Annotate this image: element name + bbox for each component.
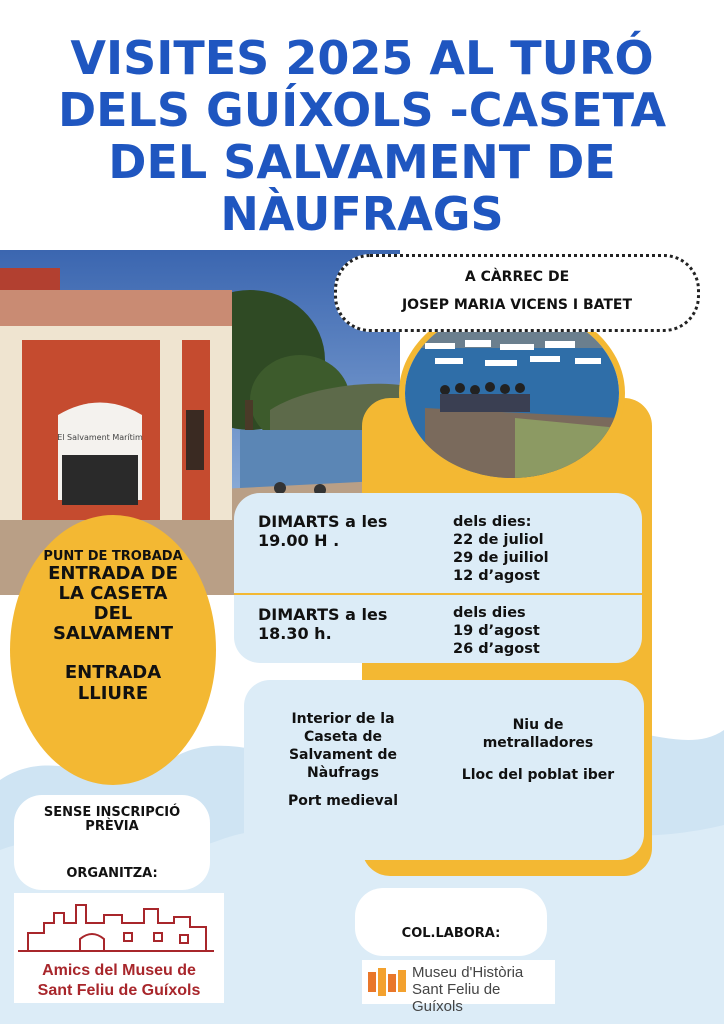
free-entry [10,662,216,704]
place-text: Interior de la [291,711,395,727]
meeting-place-line: ENTRADA DE [48,563,178,584]
meeting-place-line: LA CASETA [58,583,168,604]
schedule-divider [234,593,642,595]
town-silhouette-icon [14,893,224,957]
museu-logo-line: Museu d'Història [412,964,524,981]
schedule-day: DIMARTS a les [258,512,388,531]
place-text: Nàufrags [307,765,379,781]
title-line: DEL SALVAMENT DE [108,135,616,189]
museu-logo-icon [368,968,406,996]
title-line: NÀUFRAGS [220,187,504,241]
collaborator-box [355,888,547,956]
free-entry-line: LLIURE [77,683,149,704]
organizer-label: ORGANITZA: [66,866,158,881]
collaborator-label: COL.LABORA: [401,926,501,941]
places-left [268,710,418,810]
date-item: 26 d’agost [453,641,540,657]
guide-name: JOSEP MARIA VICENS I BATET [401,297,633,313]
place-text: Niu de [512,717,564,733]
schedule-hour: 19.00 H . [258,531,340,550]
meeting-place-line: DEL [93,603,133,624]
date-item: 19 d’agost [453,623,540,639]
place-text: Lloc del poblat iber [461,767,615,783]
schedule-2-time [258,605,387,643]
registration-note [14,806,210,834]
place-text: Port medieval [287,793,399,809]
amics-museu-logo [14,893,224,1003]
amics-logo-line: Amics del Museu de [42,962,196,979]
registration-line: SENSE INSCRIPCIÓ [43,805,181,820]
date-item: 12 d’agost [453,568,540,584]
place-text: Caseta de [303,729,383,745]
schedule-hour: 18.30 h. [258,624,332,643]
free-entry-line: ENTRADA [64,662,162,683]
date-item: 29 de juiliol [453,550,549,566]
schedule-1-time [258,512,387,550]
dates-label: dels dies: [453,514,532,530]
registration-line: PRÈVIA [85,819,139,834]
title-line: VISITES 2025 AL TURÓ [70,31,654,85]
guide-label: A CÀRREC DE [464,269,570,285]
guide-bubble [334,254,700,332]
place-text: metralladores [482,735,594,751]
meeting-label: PUNT DE TROBADA [43,549,183,564]
schedule-1-dates [453,513,549,585]
amics-logo-line: Sant Feliu de Guíxols [37,982,201,999]
title-line: DELS GUÍXOLS -CASETA [57,83,667,137]
museu-logo-line: Sant Feliu de Guíxols [412,981,501,1015]
date-item: 22 de juliol [453,532,544,548]
meeting-place [10,564,216,644]
meeting-place-line: SALVAMENT [52,623,174,644]
place-text: Salvament de [288,747,398,763]
page-title [0,32,724,240]
places-right [450,716,626,784]
dates-label: dels dies [453,605,526,621]
schedule-day: DIMARTS a les [258,605,388,624]
meeting-point-oval [10,515,216,785]
schedule-2-dates [453,604,540,658]
photo-sign-text: El Salvament Marítim [57,433,143,442]
museu-historia-logo [362,960,555,1015]
